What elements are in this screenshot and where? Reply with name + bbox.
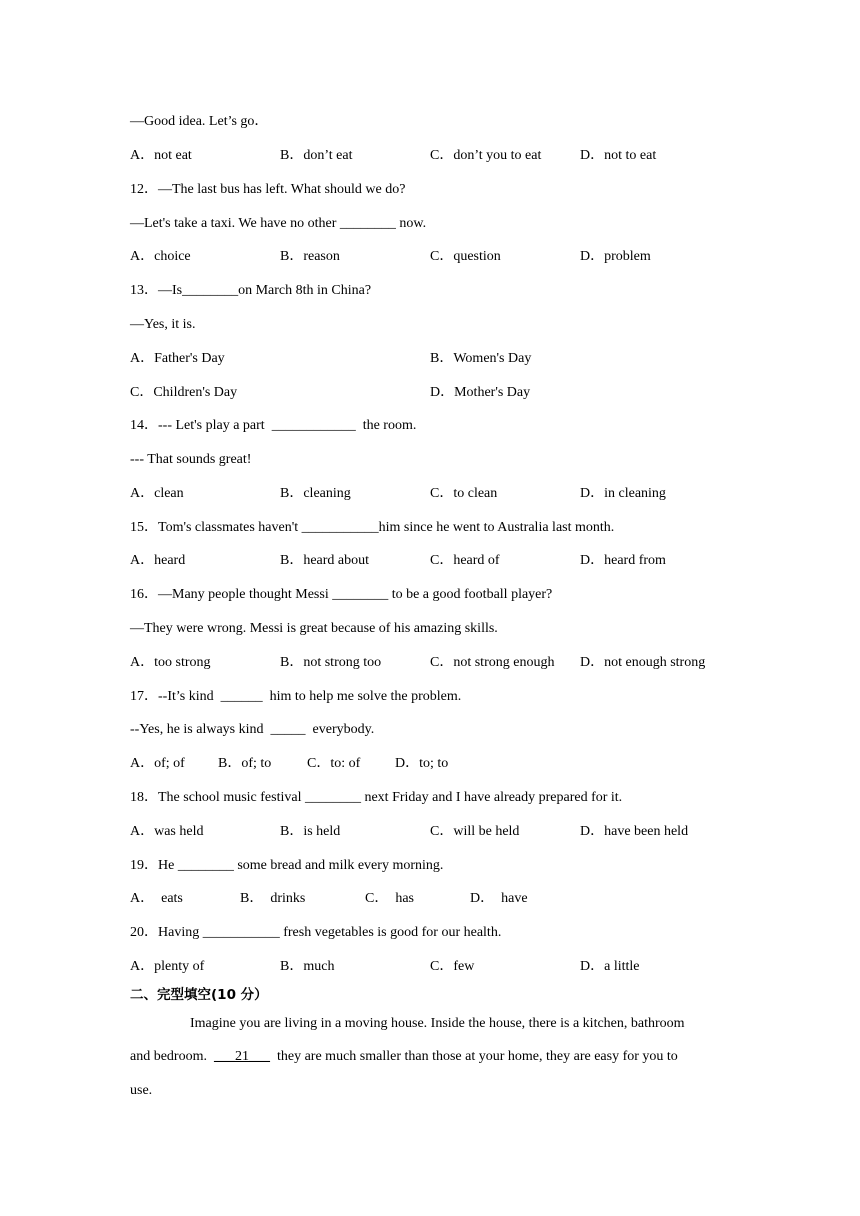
dialogue-line: --Yes, he is always kind _____ everybody. [130,722,375,737]
passage-line: Imagine you are living in a moving house. Inside the house, there is a kitchen, bathroom [190,1016,685,1031]
options-q15 [130,552,666,570]
option-d: D．in cleaning [580,486,666,501]
options-q17 [130,755,449,773]
options-q18 [130,823,689,841]
option-b: B．heard about [280,553,370,568]
section-heading: 二、完型填空(10 分） [130,987,268,1003]
question-19: 19．He ________ some bread and milk every morning. [130,858,444,873]
option-d: D．have been held [580,824,689,839]
option-b: B．don’t eat [280,148,353,163]
options-q13-row1 [130,350,532,368]
question-17: 17．--It’s kind ______ him to help me solve the problem. [130,689,462,704]
options-q20 [130,958,640,976]
option-b: B．much [280,959,335,974]
option-c: C．question [430,249,501,264]
option-a: A．not eat [130,148,192,163]
option-c: C．not strong enough [430,655,555,670]
option-b: B．reason [280,249,340,264]
passage-text: and bedroom. [130,1049,214,1064]
option-d: D．Mother's Day [430,385,531,400]
question-12: 12．—The last bus has left. What should we do? [130,182,406,197]
options-q14 [130,485,666,503]
dialogue-line: —Good idea. Let’s go． [130,114,269,129]
blank-21: ___21___ [213,1049,270,1064]
dialogue-line: —They were wrong. Messi is great because of his amazing skills. [130,621,498,636]
question-13: 13．—Is________on March 8th in China? [130,283,372,298]
option-a: A．Father's Day [130,351,225,366]
option-d: D．not to eat [580,148,657,163]
options-q11 [130,147,657,165]
question-18: 18．The school music festival ________ next Friday and I have already prepared for it. [130,790,623,805]
option-a: A．was held [130,824,204,839]
question-15: 15．Tom's classmates haven't ___________him since he went to Australia last month. [130,520,615,535]
options-q16 [130,654,706,672]
option-c: C． has [365,891,414,906]
question-20: 20．Having ___________ fresh vegetables is good for our health. [130,925,502,940]
option-a: A．heard [130,553,186,568]
passage-line [130,1048,730,1066]
option-c: C．few [430,959,475,974]
dialogue-line: —Let's take a taxi. We have no other ________ now. [130,216,427,231]
option-c: C．Children's Day [130,385,238,400]
option-a: A．of; of [130,756,185,771]
passage-text: they are much smaller than those at your home, they are easy for you to [269,1049,678,1064]
option-d: D．heard from [580,553,666,568]
passage-line: use. [130,1083,153,1098]
question-14: 14．--- Let's play a part ____________ the room. [130,418,417,433]
option-a: A．plenty of [130,959,205,974]
option-a: A．too strong [130,655,211,670]
option-d: D．not enough strong [580,655,706,670]
dialogue-line: --- That sounds great! [130,452,252,467]
option-a: A． eats [130,891,183,906]
option-b: B．is held [280,824,341,839]
option-d: D．problem [580,249,651,264]
option-c: C．to: of [307,756,361,771]
option-a: A．clean [130,486,184,501]
option-c: C．don’t you to eat [430,148,542,163]
option-b: B．Women's Day [430,351,532,366]
option-b: B．not strong too [280,655,382,670]
option-d: D．to; to [395,756,449,771]
question-16: 16．—Many people thought Messi ________ to be a good football player? [130,587,553,602]
option-b: B．cleaning [280,486,351,501]
option-d: D．a little [580,959,640,974]
option-c: C．to clean [430,486,498,501]
option-a: A．choice [130,249,191,264]
option-b: B．of; to [218,756,272,771]
dialogue-line: —Yes, it is. [130,317,196,332]
options-q12 [130,248,651,266]
options-q13-row2 [130,384,531,402]
option-d: D． have [470,891,528,906]
option-c: C．will be held [430,824,520,839]
options-q19 [130,890,528,908]
option-b: B． drinks [240,891,306,906]
option-c: C．heard of [430,553,500,568]
